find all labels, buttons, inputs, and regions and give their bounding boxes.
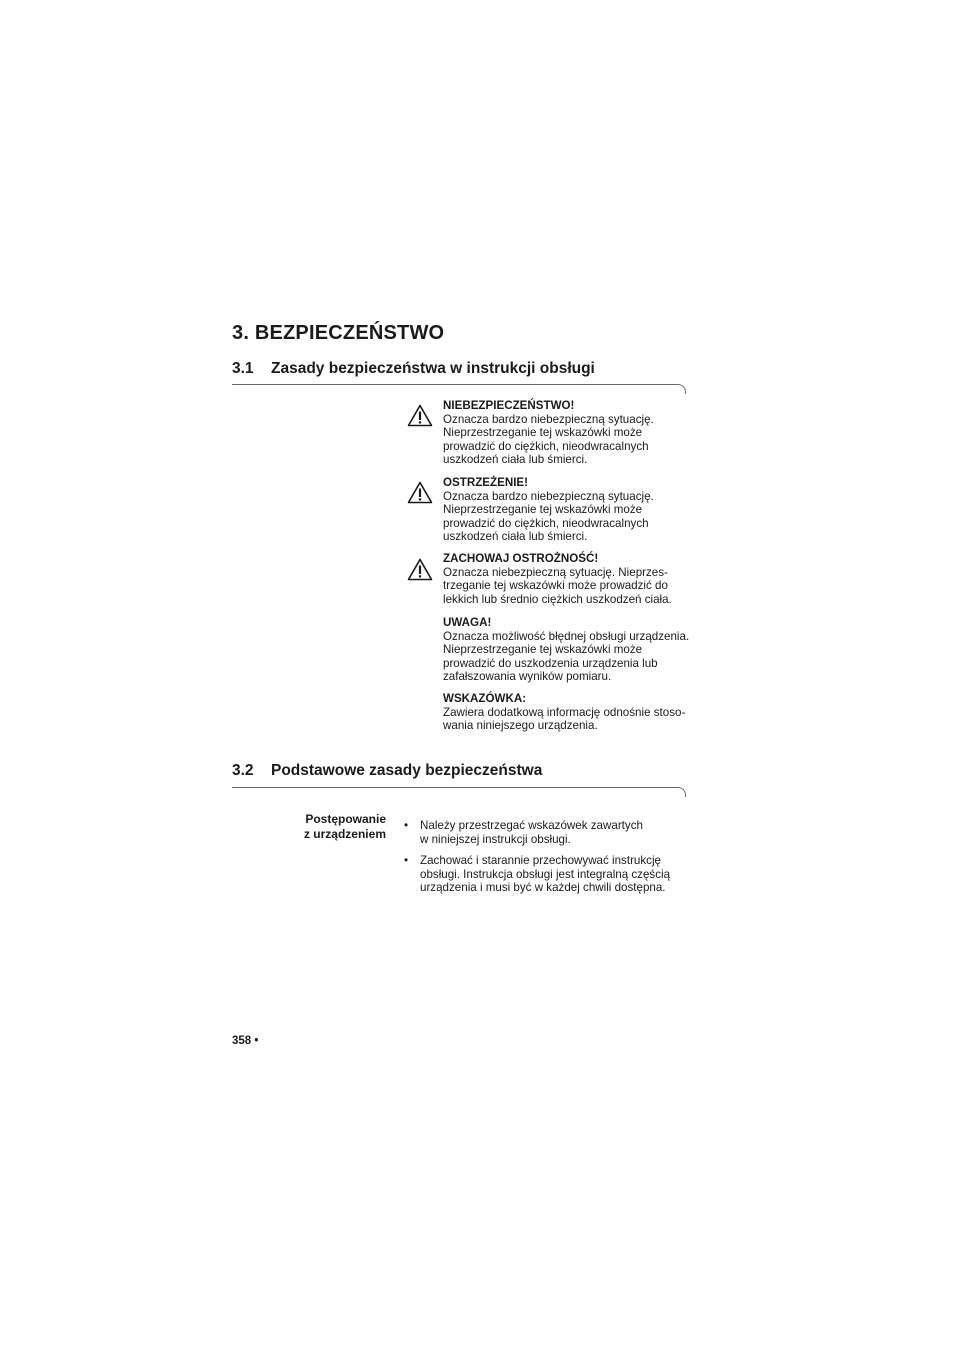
section-rule (232, 384, 686, 394)
list-item-text: Zachować i starannie przechowywać instrukcję obsługi. Instrukcja obsługi jest integralną częścią urządzenia i musi być w każdej chwili dostępna. (420, 854, 671, 895)
warning-triangle-icon (407, 558, 433, 581)
note-body: Oznacza bardzo niebezpieczną sytuację. Nieprzestrzeganie tej wskazówki może prowadzić do ciężkich, nieodwracalnych uszkodzeń ciała lub śmierci. (443, 412, 654, 467)
warning-triangle-icon (407, 404, 433, 427)
note-tip (443, 692, 693, 733)
note-title: UWAGA! (443, 616, 492, 629)
side-label: Postępowanie z urządzeniem (303, 812, 386, 841)
section-number: 3.2 (232, 762, 254, 779)
warning-triangle-icon (407, 481, 433, 504)
note-title: NIEBEZPIECZEŃSTWO! (443, 399, 575, 412)
note-body: Zawiera dodatkową informację odnośnie stoso- wania niniejszego urządzenia. (443, 705, 686, 733)
note-title: ZACHOWAJ OSTROŻNOŚĆ! (443, 552, 599, 565)
section-title: Zasady bezpieczeństwa w instrukcji obsługi (271, 360, 595, 377)
page-number: 358 • (232, 1035, 259, 1047)
note-warning (443, 476, 693, 544)
note-danger (443, 399, 693, 467)
note-body: Oznacza niebezpieczną sytuację. Nieprzes- trzeganie tej wskazówki może prowadzić do lekkich lub średnio ciężkich uszkodzeń ciała. (443, 565, 672, 606)
note-body: Oznacza możliwość błędnej obsługi urządzenia. Nieprzestrzeganie tej wskazówki może prowadzić do uszkodzenia urządzenia lub zafałszowania wyników pomiaru. (443, 629, 690, 684)
note-caution (443, 552, 693, 606)
note-title: OSTRZEŻENIE! (443, 476, 529, 489)
list-item-text: Należy przestrzegać wskazówek zawartych w niniejszej instrukcji obsługi. (420, 819, 643, 846)
section-rule (232, 787, 686, 797)
section-heading-3-1 (232, 360, 595, 378)
list-item (404, 854, 694, 895)
bullet-icon: • (404, 854, 409, 867)
section-heading-3-2 (232, 762, 542, 780)
section-title: Podstawowe zasady bezpieczeństwa (271, 762, 543, 779)
note-title: WSKAZÓWKA: (443, 692, 527, 705)
note-body: Oznacza bardzo niebezpieczną sytuację. Nieprzestrzeganie tej wskazówki może prowadzić do ciężkich, nieodwracalnych uszkodzeń ciała lub śmierci. (443, 489, 654, 544)
bullet-icon: • (404, 819, 409, 832)
note-attention (443, 616, 693, 684)
list-item (404, 819, 694, 846)
section-number: 3.1 (232, 360, 254, 377)
chapter-title: 3. BEZPIECZEŃSTWO (232, 322, 445, 344)
